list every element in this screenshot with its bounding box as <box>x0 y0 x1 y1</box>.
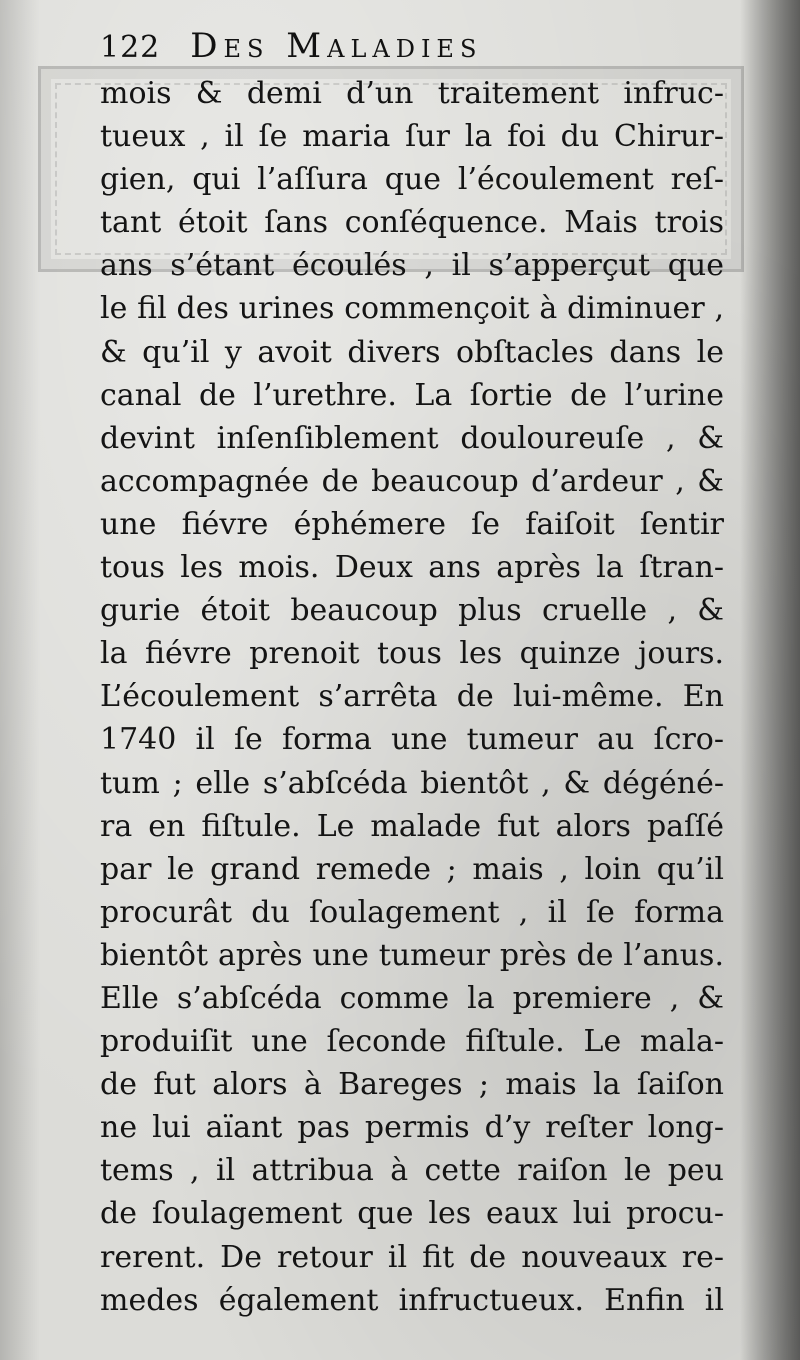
gutter-shadow <box>740 0 800 1360</box>
text-line: la fiévre prenoit tous les quinze jours. <box>100 636 724 672</box>
text-line: devint inſenſiblement douloureuſe , & <box>100 420 724 456</box>
text-line: de fut alors à Bareges ; mais la ſaiſon <box>100 1067 724 1103</box>
text-line: accompagnée de beaucoup d’ardeur , & <box>100 463 724 499</box>
text-line: une fiévre éphémere ſe faiſoit ſentir <box>100 506 724 542</box>
text-line: tems , il attribua à cette raiſon le peu <box>100 1153 724 1189</box>
text-line: de ſoulagement que les eaux lui procu- <box>100 1196 724 1232</box>
text-line: tueux , il ſe maria ſur la foi du Chirur- <box>100 119 724 155</box>
text-line: mois & demi d’un traitement infruc- <box>100 76 724 111</box>
text-line: rerent. De retour il fit de nouveaux re- <box>100 1239 724 1275</box>
text-line: bientôt après une tumeur près de l’anus. <box>100 937 724 973</box>
text-line: le fil des urines commençoit à diminuer , <box>100 291 724 327</box>
text-line: 1740 il ſe forma une tumeur au ſcro- <box>100 722 724 758</box>
body-text <box>100 72 724 1322</box>
page-header <box>100 26 620 76</box>
text-line: procurât du ſoulagement , il ſe forma <box>100 894 724 930</box>
text-line: par le grand remede ; mais , loin qu’il <box>100 851 724 887</box>
text-line: Elle s’abſcéda comme la premiere , & <box>100 980 724 1016</box>
text-line: gien, qui l’aſſura que l’écoulement reſ- <box>100 162 724 198</box>
running-head: Des Maladies <box>190 26 483 66</box>
text-line: tant étoit ſans conſéquence. Mais trois <box>100 205 724 241</box>
text-line: ans s’étant écoulés , il s’apperçut que <box>100 248 724 284</box>
text-line: gurie étoit beaucoup plus cruelle , & <box>100 593 724 629</box>
text-line: medes également infructueux. Enfin il <box>100 1282 724 1318</box>
text-line: ra en fiſtule. Le malade fut alors paſſé <box>100 808 724 844</box>
text-line: produiſit une ſeconde fiſtule. Le mala- <box>100 1024 724 1060</box>
text-line: canal de l’urethre. La ſortie de l’urine <box>100 377 724 413</box>
text-line: & qu’il y avoit divers obſtacles dans le <box>100 334 724 370</box>
text-line: L’écoulement s’arrêta de lui-même. En <box>100 679 724 715</box>
text-line: ne lui aïant pas permis d’y reſter long- <box>100 1110 724 1146</box>
page-number: 122 <box>100 30 161 65</box>
text-line: tous les mois. Deux ans après la ſtran- <box>100 550 724 586</box>
text-line: tum ; elle s’abſcéda bientôt , & dégéné- <box>100 765 724 801</box>
